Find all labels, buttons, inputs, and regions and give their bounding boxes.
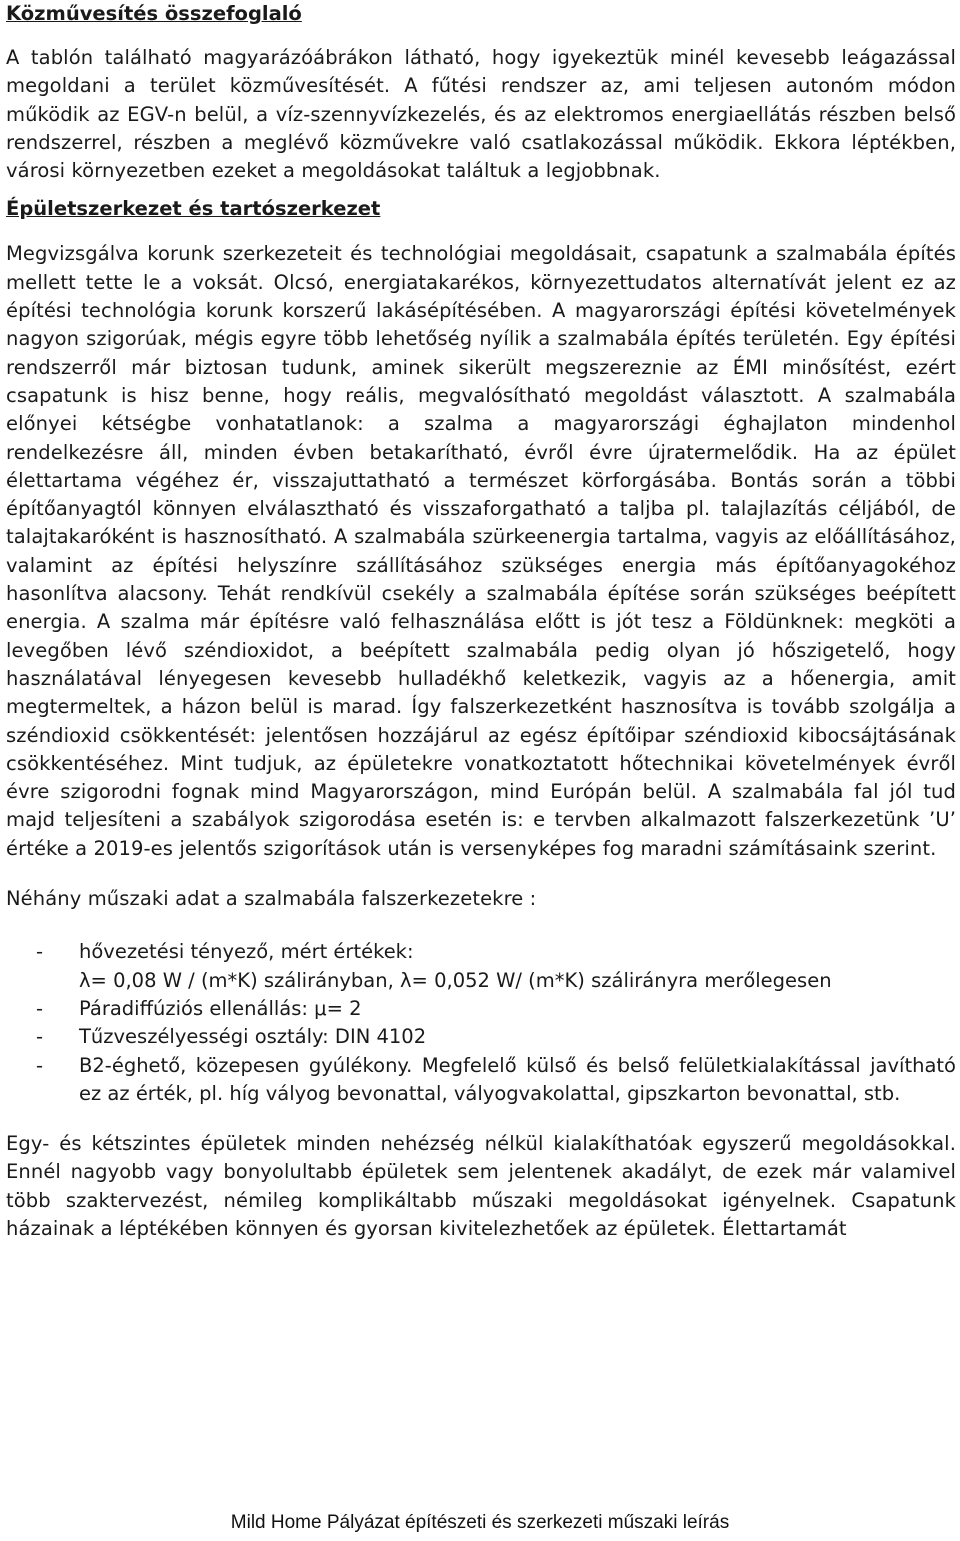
specs-intro: Néhány műszaki adat a szalmabála falszerkezetekre : xyxy=(6,887,537,911)
list-item-text: Tűzveszélyességi osztály: DIN 4102 xyxy=(79,1025,427,1049)
paragraph-utilities: A tablón található magyarázóábrákon látható, hogy igyekeztük minél kevesebb leágazással megoldani a terület közművesítését. A fűtési rendszer az, ami teljesen autonóm módon működik az EGV-n belül, a víz-szennyvízkezelés, és az elektromos energiaellátás részben belső rendszerrel, részben a meglévő közművekre való csatlakozással működik. Ekkora léptékben, városi környezetben ezeket a megoldásokat találtuk a legjobbnak. xyxy=(6,46,956,183)
page-footer: Mild Home Pályázat építészeti és szerkezeti műszaki leírás xyxy=(230,1512,730,1533)
list-item xyxy=(6,995,956,1023)
list-bullet: - xyxy=(36,1025,44,1049)
document-page xyxy=(6,0,956,1243)
paragraph-structure: Megvizsgálva korunk szerkezeteit és technológiai megoldásait, csapatunk a szalmabála építés mellett tette le a voksát. Olcsó, energiatakarékos, környezettudatos alternatívát jelent ez az építési technológia korunk korszerű lakásépítésében. A magyarországi építési követelmények nagyon szigorúak, mégis egyre több lehetőség nyílik a szalmabála építés területén. Egy építési rendszerről már biztosan tudunk, aminek sikerült megszereznie az ÉMI minősítést, ezért csapatunk is hisz benne, hogy reális, megvalósítható megoldást választott. A szalmabála előnyei kétségbe vonhatatlanok: a szalma a magyarországi éghajlaton mindenhol rendelkezésre áll, minden évben betakarítható, évről évre újratermelődik. Ha az épület élettartama végéhez ér, visszajuttatható a természet körforgásába. Bontás során a többi építőanyagtól könnyen elválasztható és visszaforgatható a taljba pl. talajlazítás céljából, de talajtakaróként is hasznosítható. A szalmabála szürkeenergia tartalma, vagyis az előállításához, valamint az építési helyszínre szállításához szükséges energia más építőanyagokéhoz hasonlítva alacsony. Tehát rendkívül csekély a szalmabála építése során szükséges beépített energia. A szalma már építésre való felhasználása előtt is jót tesz a Földünknek: megköti a levegőben lévő széndioxidot, a beépített szalmabála pedig olyan jó hőszigetelő, hogy használatával lényegesen kevesebb hulladékhő keletkezik, vagyis az a hőenergia, amit megtermeltek, a házon belül is marad. Így falszerkezetként hasznosítva is tovább szolgálja a széndioxid csökkentését: jelentősen hozzájárul az egész építőipar széndioxid kibocsájtásának csökkentéséhez. Mint tudjuk, az épületekre vonatkoztatott hőtechnikai követelmények évről évre szigorodni fognak mind Magyarországon, mind Európán belül. A szalmabála fal jól tud majd teljesíteni a szabályok szigorodása esetén is: e tervben alkalmazott falszerkezetünk ’U’ értéke a 2019-es jelentős szigorítások után is versenyképes fog maradni számításaink szerint. xyxy=(6,242,956,860)
list-bullet: - xyxy=(36,940,44,964)
list-item-text: B2-éghető, közepesen gyúlékony. Megfelelő külső és belső felületkialakítással javítható ez az érték, pl. híg vályog bevonattal, vályogvakolattal, gipszkarton bevonattal, stb. xyxy=(79,1053,956,1105)
list-item xyxy=(6,1052,956,1109)
list-item xyxy=(6,1023,956,1051)
list-item xyxy=(6,938,956,995)
list-bullet: - xyxy=(36,996,44,1020)
list-item-text: λ= 0,08 W / (m*K) szálirányban, λ= 0,052 W/ (m*K) szálirányra merőlegesen xyxy=(79,968,832,992)
list-item-text: hővezetési tényező, mért értékek: xyxy=(79,940,414,964)
section-heading-utilities: Közművesítés összefoglaló xyxy=(6,2,302,25)
closing-paragraph: Egy- és kétszintes épületek minden nehézség nélkül kialakíthatóak egyszerű megoldásokkal. Ennél nagyobb vagy bonyolultabb épületek sem jelentenek akadályt, de ezek már valamivel több szaktervezést, némileg komplikáltabb műszaki megoldásokat igényelnek. Csapatunk házainak a léptékében könnyen és gyorsan kivitelezhetőek az épületek. Élettartamát xyxy=(6,1132,956,1240)
specs-list xyxy=(6,938,956,1108)
section-heading-structure: Épületszerkezet és tartószerkezet xyxy=(6,197,381,221)
list-item-text: Páradiffúziós ellenállás: μ= 2 xyxy=(79,996,362,1020)
list-bullet: - xyxy=(36,1053,44,1077)
